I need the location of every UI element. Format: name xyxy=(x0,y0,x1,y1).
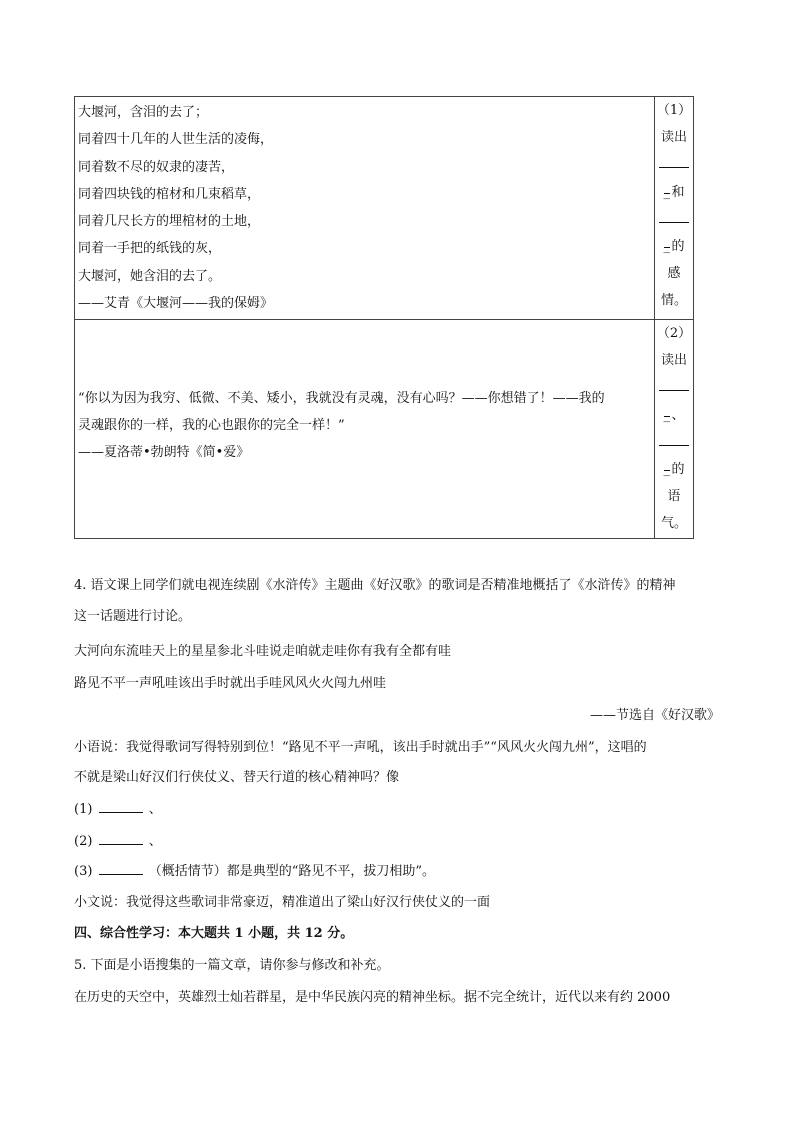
question-number: （2） xyxy=(656,326,692,341)
xiaoyu-comment-line2: 不就是梁山好汉们行侠仗义、替天行道的核心精神吗？像 xyxy=(74,770,400,785)
sub-item-2 xyxy=(74,830,162,849)
section-heading: 四、综合性学习：本大题共 1 小题，共 12 分。 xyxy=(74,926,354,941)
poem-line: 同着数不尽的奴隶的凄苦， xyxy=(78,159,235,175)
question-text: 气。 xyxy=(661,516,688,532)
poem-cell-dayanhe xyxy=(75,97,655,320)
item-text: （概括情节）都是典型的“路见不平，拔刀相助”。 xyxy=(148,864,435,879)
poem-line: 同着四块钱的棺材和几束稻草， xyxy=(78,186,261,202)
quote-line: 灵魂跟你的一样，我的心也跟你的完全一样！” xyxy=(78,418,345,433)
answer-blank-tail[interactable]: _ xyxy=(664,179,670,194)
lyric-line: 路见不平一声吼哇该出手时就出手哇风风火火闯九州哇 xyxy=(74,676,387,691)
question-number: （1） xyxy=(656,103,692,118)
xiaoyu-comment-line1: 小语说：我觉得歌词写得特别到位！“路见不平一声吼，该出手时就出手”“风风火火闯九州”，这唱的 xyxy=(74,740,647,755)
answer-blank[interactable] xyxy=(99,862,143,875)
poem-line: 大堰河，含泪的去了； xyxy=(78,105,209,120)
question-text: 读出 xyxy=(661,353,688,369)
question-text: 的 xyxy=(671,238,685,254)
question-text: 情。 xyxy=(661,293,688,309)
question-text: 读出 xyxy=(661,130,688,146)
answer-blank[interactable] xyxy=(659,208,689,223)
lyric-source: ——节选自《好汉歌》 xyxy=(589,708,720,723)
poem-line: 同着一手把的纸钱的灰， xyxy=(78,241,222,257)
question-text: 的 xyxy=(671,461,685,477)
q5-stem: 5. 下面是小语搜集的一篇文章，请你参与修改和补充。 xyxy=(74,958,390,973)
answer-blank[interactable] xyxy=(99,800,143,813)
sub-item-1 xyxy=(74,798,162,817)
lyric-line: 大河向东流哇天上的星星参北斗哇说走咱就走哇你有我有全都有哇 xyxy=(74,644,452,659)
answer-blank-tail[interactable]: _ xyxy=(664,402,670,417)
item-number: (1) xyxy=(74,802,93,817)
answer-blank-tail[interactable]: _ xyxy=(664,233,670,248)
poem-line: 大堰河，她含泪的去了。 xyxy=(78,268,222,284)
answer-blank[interactable] xyxy=(99,832,143,845)
table-row xyxy=(75,320,694,539)
question-text: 感 xyxy=(667,266,681,282)
poem-table xyxy=(74,96,694,539)
q4-stem-line1: 4. 语文课上同学们就电视连续剧《水浒传》主题曲《好汉歌》的歌词是否精准地概括了《水浒传》的精神 xyxy=(74,578,676,593)
answer-blank[interactable] xyxy=(659,376,689,391)
question-text: 、 xyxy=(671,407,685,423)
question-cell-2 xyxy=(655,320,694,539)
xiaowen-comment: 小文说：我觉得这些歌词非常豪迈，精准道出了梁山好汉行侠仗义的一面 xyxy=(74,895,491,910)
q4-stem-line2: 这一话题进行讨论。 xyxy=(74,609,192,624)
quote-line: “你以为因为我穷、低微、不美、矮小，我就没有灵魂，没有心吗？——你想错了！——我的 xyxy=(78,391,605,406)
item-number: (2) xyxy=(74,834,93,849)
item-number: (3) xyxy=(74,864,93,879)
question-text: 语 xyxy=(667,489,681,505)
question-cell-1 xyxy=(655,97,694,320)
q5-paragraph: 在历史的天空中，英雄烈士灿若群星，是中华民族闪亮的精神坐标。据不完全统计，近代以来有约 2000 xyxy=(74,990,671,1005)
poem-line: 同着四十几年的人世生活的凌侮， xyxy=(78,132,274,148)
poem-source: ——艾青《大堰河——我的保姆》 xyxy=(78,296,274,312)
answer-blank[interactable] xyxy=(659,153,689,168)
quote-cell-jane-eyre xyxy=(75,320,655,539)
sub-item-3 xyxy=(74,860,435,879)
table-row xyxy=(75,97,694,320)
answer-blank[interactable] xyxy=(659,431,689,446)
answer-blank-tail[interactable]: _ xyxy=(664,456,670,471)
poem-line: 同着几尺长方的埋棺材的土地， xyxy=(78,214,261,230)
quote-source: ——夏洛蒂•勃朗特《简•爱》 xyxy=(78,445,250,460)
question-text: 和 xyxy=(671,184,685,200)
item-text: 、 xyxy=(148,834,162,849)
item-text: 、 xyxy=(148,802,162,817)
